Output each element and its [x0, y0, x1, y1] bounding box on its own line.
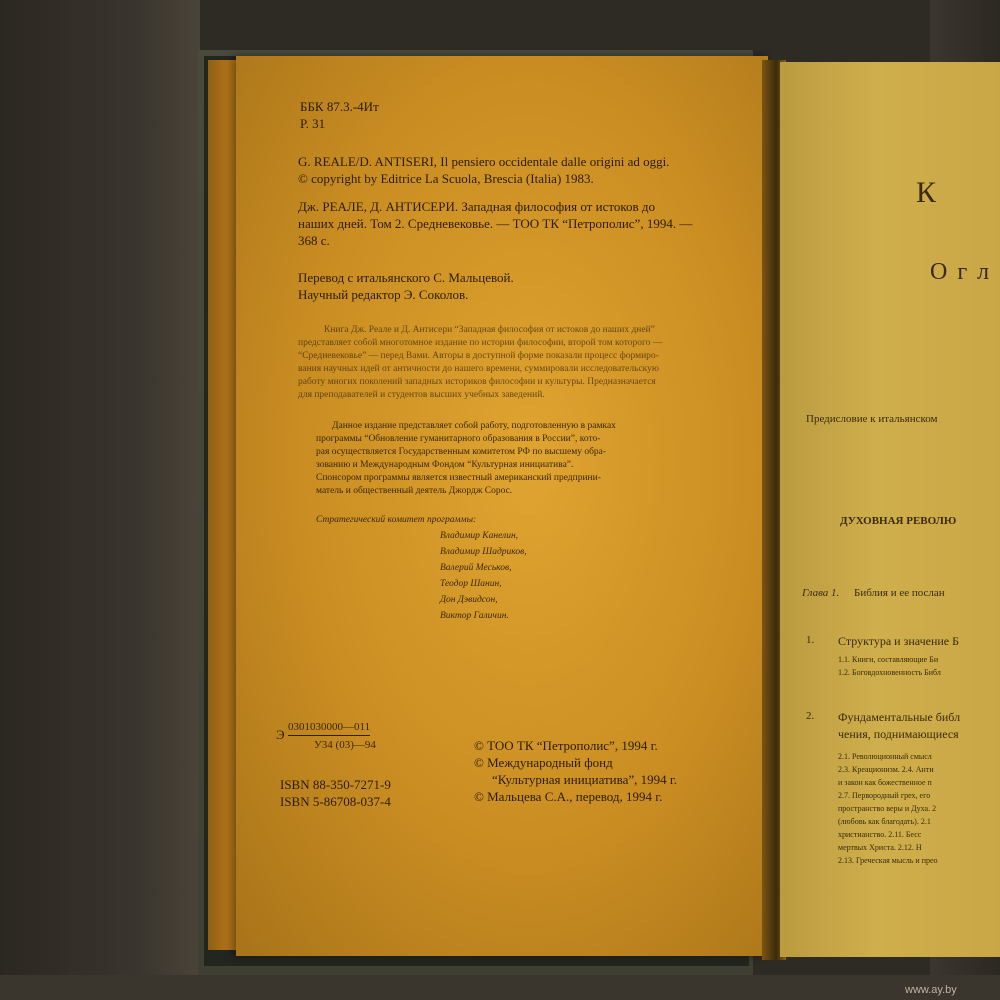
toc-item-number: 2.	[806, 710, 815, 722]
toc-item-title: Структура и значение Б	[838, 634, 960, 648]
committee-member: Владимир Канелин,	[440, 531, 519, 541]
committee-member: Теодор Шанин,	[440, 579, 502, 589]
left-page-edge	[208, 60, 238, 950]
program-line: матель и общественный деятель Джордж Сорос.	[316, 486, 513, 496]
isbn-2: ISBN 5-86708-037-4	[280, 794, 391, 809]
toc-subitem: 1.2. Боговдохновенность Библ	[838, 668, 941, 677]
committee-member: Владимир Шадриков,	[440, 547, 527, 557]
copyright-line-3: “Культурная инициатива”, 1994 г.	[492, 772, 678, 787]
toc-subitem: 2.1. Революционный смысл	[838, 752, 932, 761]
program-line: программы “Обновление гуманитарного образования в России”, кото-	[316, 434, 601, 444]
program-line: Данное издание представляет собой работу, подготовленную в рамках	[332, 421, 616, 431]
watermark-text: www.ay.by	[905, 984, 957, 996]
bibliographic-line-1: Дж. РЕАЛЕ, Д. АНТИСЕРИ. Западная философия от истоков до	[298, 199, 656, 214]
toc-subitem: мертвых Христа. 2.12. Н	[838, 843, 922, 852]
code-denominator: У34 (03)—94	[314, 739, 376, 751]
copyright-line-2: © Международный фонд	[474, 755, 613, 770]
toc-subitem: 2.3. Креационизм. 2.4. Анти	[838, 765, 934, 774]
contents-heading: О г л	[930, 259, 992, 285]
toc-subitem: 2.13. Греческая мысль и прео	[838, 856, 938, 865]
toc-subitem: 1.1. Книги, составляющие Би	[838, 655, 939, 664]
translator-credit: Перевод с итальянского С. Мальцевой.	[298, 270, 514, 285]
toc-item-title: Фундаментальные библ	[838, 710, 961, 724]
toc-item-number: 1.	[806, 634, 815, 646]
preface-entry: Предисловие к итальянском	[806, 413, 938, 425]
chapter-title: Библия и ее послан	[854, 587, 945, 599]
abstract-line: Книга Дж. Реале и Д. Антисери “Западная философия от истоков до наших дней”	[324, 325, 655, 335]
original-title-line-2: © copyright by Editrice La Scuola, Brescia (Italia) 1983.	[298, 171, 594, 186]
bibliographic-line-2: наших дней. Том 2. Средневековье. — ТОО ТК “Петрополис”, 1994. —	[298, 216, 693, 231]
toc-item-title: чения, поднимающиеся	[838, 727, 959, 741]
toc-subitem: и закон как божественное п	[838, 778, 932, 787]
abstract-line: вания научных идей от античности до нашего времени, суммировали исследовательскую	[298, 364, 659, 374]
committee-member: Виктор Галичин.	[440, 611, 509, 621]
code-numerator: 0301030000—011	[288, 722, 370, 736]
background-surface-bottom	[0, 975, 1000, 1000]
chapter-label: Глава 1.	[802, 587, 840, 599]
toc-subitem: (любовь как благодать). 2.1	[838, 817, 931, 826]
toc-subitem: христианство. 2.11. Бесс	[838, 830, 922, 839]
right-page	[780, 62, 1000, 957]
editor-credit: Научный редактор Э. Соколов.	[298, 287, 469, 302]
abstract-line: работу многих поколений западных историков философии и культуры. Предназначается	[298, 377, 656, 387]
isbn-1: ISBN 88-350-7271-9	[280, 777, 391, 792]
background-surface-left	[0, 0, 200, 1000]
program-line: зованию и Международным Фондом “Культурная инициатива”.	[316, 460, 574, 470]
bibliographic-line-3: 368 с.	[298, 233, 330, 248]
copyright-line-1: © ТОО ТК “Петрополис”, 1994 г.	[474, 738, 658, 753]
abstract-line: “Средневековье” — перед Вами. Авторы в доступной форме показали процесс формиро-	[298, 351, 659, 361]
copyright-line-4: © Мальцева С.А., перевод, 1994 г.	[474, 789, 663, 804]
r-code: Р. 31	[300, 116, 326, 131]
committee-member: Дон Дэвидсон,	[440, 595, 498, 605]
abstract-line: представляет собой многотомное издание по истории философии, второй том которого —	[298, 338, 663, 348]
section-heading: ДУХОВНАЯ РЕВОЛЮ	[840, 515, 957, 527]
toc-subitem: 2.7. Первородный грех, его	[838, 791, 931, 800]
original-title-line-1: G. REALE/D. ANTISERI, Il pensiero occidentale dalle origini ad oggi.	[298, 154, 670, 169]
program-line: рая осуществляется Государственным комитетом РФ по высшему обра-	[316, 447, 607, 457]
abstract-line: для преподавателей и студентов высших учебных заведений.	[298, 390, 545, 400]
toc-subitem: пространство веры и Духа. 2	[838, 804, 937, 813]
committee-member: Валерий Меськов,	[440, 563, 512, 573]
bbk-code: ББК 87.3.-4Ит	[300, 99, 379, 114]
committee-title: Стратегический комитет программы:	[316, 515, 477, 525]
left-page	[236, 56, 768, 956]
program-line: Спонсором программы является известный американский предприни-	[316, 473, 601, 483]
code-prefix: Э	[276, 727, 285, 742]
right-page-big-letter: К	[916, 176, 937, 209]
